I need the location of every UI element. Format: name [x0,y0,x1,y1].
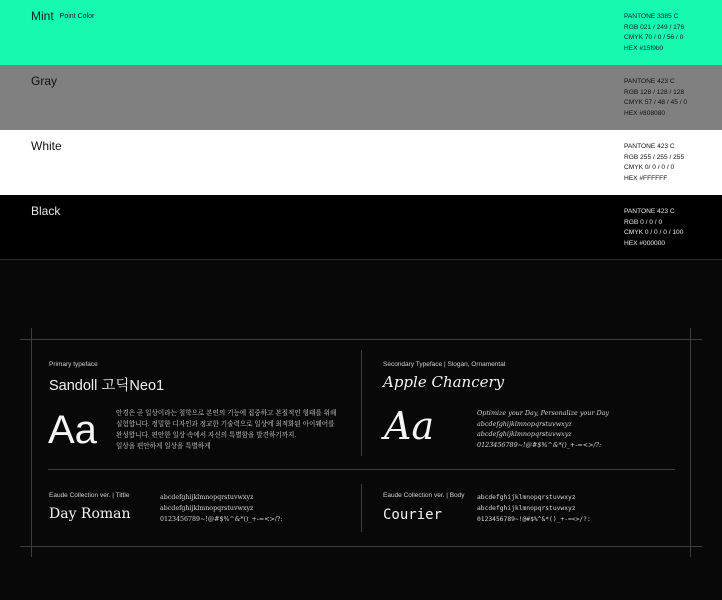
color-swatch-white [0,130,722,195]
hex-value: HEX #15f9b0 [624,44,664,52]
rgb-value: RGB 021 / 249 / 176 [624,23,685,31]
rgb-value: RGB 255 / 255 / 255 [624,153,685,161]
color-name [31,74,57,88]
pantone-value: PANTONE 3385 C [624,13,679,20]
color-name [31,9,94,23]
body-line: 완성합니다. 편안한 일상 속에서 자신의 특별함을 발견하기까지. [116,432,297,439]
specimen-line: abcdefghijklmnopqrstuvwxyz [160,494,254,501]
title-typeface-caption: Eaude Collection ver. | Tittle [49,492,130,499]
specimen-line: abcdefghijklmnopqrstuvwxyz [477,494,576,501]
specimen-line: Optimize your Day, Personalize your Day [477,409,610,417]
color-swatch-black [0,195,722,260]
color-name-label: White [31,139,62,153]
color-swatch-mint [0,0,722,65]
specimen-line: abcdefghijklmnopqrstuvwxyz [160,505,254,512]
color-name-label: Gray [31,74,58,88]
color-specs [624,142,684,184]
primary-typeface-caption: Primary typeface [49,361,98,368]
title-typeface-name: Day Roman [49,506,131,522]
specimen-line: 0123456789~!@#$%^&*()_+-=<>/?: [477,516,591,523]
secondary-typeface-sample: Aa [384,404,435,448]
cmyk-value: CMYK 0 / 0 / 0 / 100 [624,229,684,237]
rgb-value: RGB 128 / 128 / 128 [624,88,685,96]
pantone-value: PANTONE 423 C [624,78,675,85]
primary-typeface-name: Sandoll 고딕Neo1 [49,378,165,394]
primary-typeface-body [116,408,356,452]
color-subtitle: Point Color [59,13,95,20]
body-line: 실험합니다. 정밀한 디자인과 정교한 기술력으로 일상에 최적화된 아이웨어를 [116,421,335,428]
color-specs [624,12,684,54]
cmyk-value: CMYK 0/ 0 / 0 / 0 [624,164,675,172]
rgb-value: RGB 0 / 0 / 0 [624,218,663,226]
divider-vertical-top [361,350,362,456]
pantone-value: PANTONE 423 C [624,208,675,215]
color-name [31,204,60,218]
hex-value: HEX #000000 [624,239,666,247]
secondary-typeface-caption: Secondary Typeface | Slogan, Ornamental [383,361,506,368]
primary-typeface-sample: Aa [48,408,97,452]
frame-line-bottom [20,546,702,547]
body-typeface-name: Courier [383,507,443,523]
body-typeface-caption: Eaude Collection ver. | Body [383,492,465,499]
color-name [31,139,62,153]
specimen-line: 0123456789~!@#$%^&*()_+-=<>/?: [160,516,283,523]
color-specs [624,207,683,249]
cmyk-value: CMYK 57 / 48 / 45 / 0 [624,99,688,107]
title-typeface-specimen [160,492,282,525]
secondary-typeface-name: Apple Chancery [383,373,505,391]
frame-line-left [31,328,32,557]
specimen-line: 0123456789~!@#$%^&*()_+-=<>/?: [477,440,602,449]
divider-vertical-bottom [361,484,362,532]
frame-line-right [690,328,691,557]
divider-horizontal [48,469,675,470]
secondary-typeface-specimen [477,408,609,450]
specimen-line: abcdefghijklmnopqrstuvwxyz [477,505,576,512]
body-line: 일상을 편안하게 일상을 특별하게 [116,443,211,450]
specimen-line: abcdefghijklmnopqrstuvwxyz [477,430,572,439]
cmyk-value: CMYK 70 / 0 / 56 / 0 [624,34,684,42]
color-name-label: Mint [31,9,54,23]
pantone-value: PANTONE 423 C [624,143,675,150]
hex-value: HEX #FFFFFF [624,174,668,182]
frame-line-top [20,339,702,340]
body-line: 안경은 곧 일상이라는 철학으로 본연의 기능에 집중하고 본질적인 형태를 위해 [116,410,337,417]
color-swatch-gray [0,65,722,130]
color-specs [624,77,687,119]
specimen-line: abcdefghijklmnopqrstuvwxyz [477,419,572,428]
hex-value: HEX #808080 [624,109,666,117]
color-name-label: Black [31,204,61,218]
body-typeface-specimen [477,492,591,525]
